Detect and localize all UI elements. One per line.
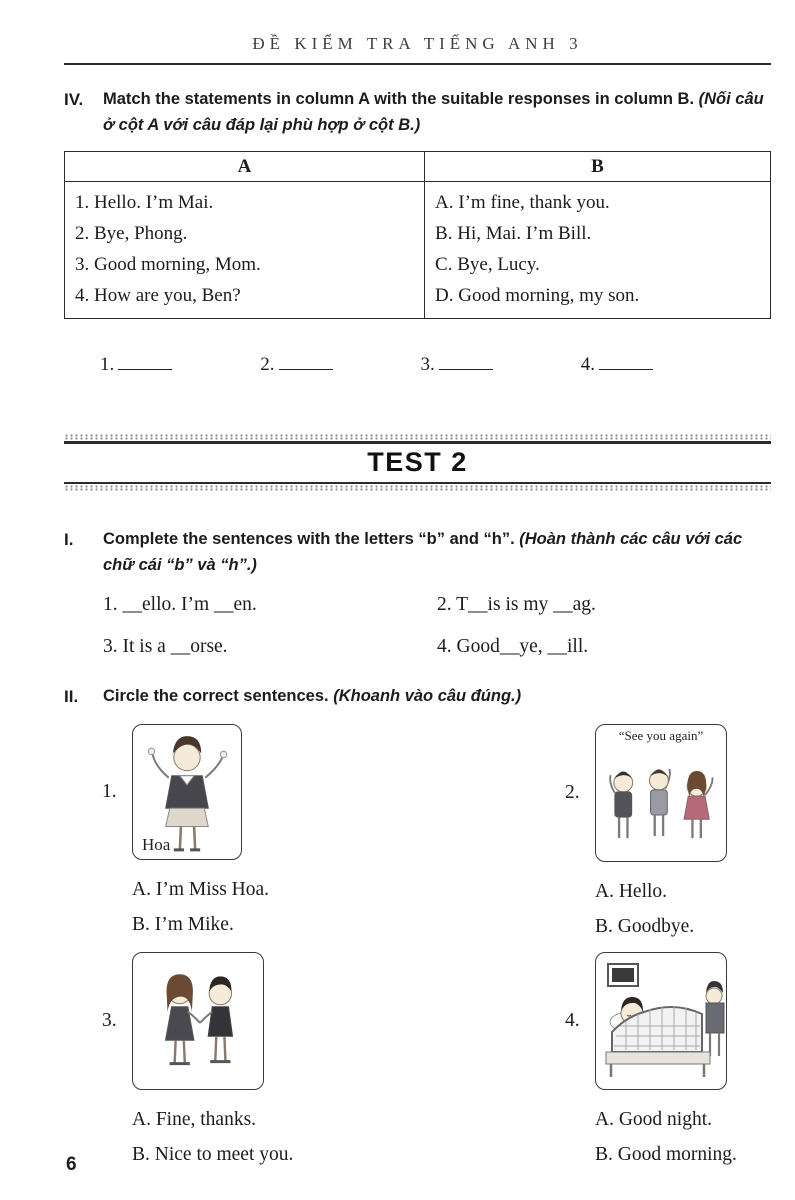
option-b: B. Nice to meet you. bbox=[132, 1143, 294, 1165]
statement-4: 4. How are you, Ben? bbox=[75, 285, 241, 307]
blank-line-3 bbox=[439, 351, 493, 370]
test2-divider bbox=[64, 434, 771, 491]
statement-2: 2. Bye, Phong. bbox=[75, 223, 188, 245]
picture-3-options bbox=[132, 1102, 417, 1172]
section-i-title-en: Complete the sentences with the letters “b” and “h”. bbox=[103, 530, 515, 549]
option-a: A. Fine, thanks. bbox=[132, 1108, 257, 1130]
picture-item-1 bbox=[64, 724, 417, 944]
response-a: A. I’m fine, thank you. bbox=[435, 192, 610, 214]
picture-item-3-number: 3. bbox=[102, 1009, 117, 1031]
picture-4-options bbox=[595, 1102, 771, 1172]
picture-box-2 bbox=[595, 724, 727, 862]
option-a: A. I’m Miss Hoa. bbox=[132, 878, 270, 900]
picture-item-4-number: 4. bbox=[565, 1009, 580, 1031]
blank-number-3: 3. bbox=[420, 354, 435, 376]
fill-item-2: 2. T__is is my __ag. bbox=[437, 594, 596, 616]
page-header-title: ĐỀ KIỂM TRA TIẾNG ANH 3 bbox=[252, 34, 583, 53]
dotted-rule-bottom bbox=[64, 485, 771, 491]
picture-1-caption: Hoa bbox=[142, 834, 171, 854]
picture-item-2-number: 2. bbox=[565, 781, 580, 803]
picture-box-1 bbox=[132, 724, 242, 860]
solid-rule-bottom bbox=[64, 482, 771, 485]
boy-sleeping-in-bed-illustration bbox=[596, 953, 726, 1089]
fill-in-items bbox=[64, 592, 771, 660]
section-ii-title-vi: (Khoanh vào câu đúng.) bbox=[333, 687, 522, 706]
statement-3: 3. Good morning, Mom. bbox=[75, 254, 261, 276]
blank-line-2 bbox=[279, 351, 333, 370]
blank-number-4: 4. bbox=[580, 354, 595, 376]
option-b: B. Goodbye. bbox=[595, 915, 695, 937]
match-table-column-b bbox=[425, 182, 771, 319]
test2-title: TEST 2 bbox=[367, 446, 468, 477]
section-ii-heading bbox=[64, 684, 771, 710]
match-table bbox=[64, 151, 771, 319]
fill-item-3: 3. It is a __orse. bbox=[103, 636, 228, 658]
statement-1: 1. Hello. I’m Mai. bbox=[75, 192, 214, 214]
picture-item-2 bbox=[417, 724, 771, 944]
picture-item-3 bbox=[64, 952, 417, 1172]
answer-blank-4 bbox=[581, 351, 653, 376]
fill-item-4: 4. Good__ye, __ill. bbox=[437, 636, 589, 658]
children-waving-goodbye-illustration bbox=[596, 725, 726, 861]
section-ii-number: II. bbox=[64, 687, 79, 707]
girl-and-boy-talking-illustration bbox=[133, 953, 263, 1089]
option-a: A. Hello. bbox=[595, 880, 668, 902]
answer-blank-2 bbox=[260, 351, 332, 376]
response-d: D. Good morning, my son. bbox=[435, 285, 640, 307]
answer-blank-1 bbox=[100, 351, 172, 376]
section-iv-heading bbox=[64, 87, 771, 138]
picture-item-1-number: 1. bbox=[102, 780, 117, 802]
picture-items-row-1 bbox=[64, 724, 771, 944]
picture-2-caption: “See you again” bbox=[618, 727, 704, 743]
header-rule bbox=[64, 63, 771, 65]
blank-line-4 bbox=[599, 351, 653, 370]
solid-rule-top bbox=[64, 441, 771, 444]
fill-item-1: 1. __ello. I’m __en. bbox=[103, 594, 257, 616]
section-i-title-vi: (Hoàn thành các câu với các chữ cái “b” và “h”.) bbox=[103, 530, 743, 574]
match-table-header-a: A bbox=[65, 152, 425, 182]
picture-box-3 bbox=[132, 952, 264, 1090]
response-b: B. Hi, Mai. I’m Bill. bbox=[435, 223, 592, 245]
answer-blank-3 bbox=[421, 351, 493, 376]
section-ii-title bbox=[103, 684, 521, 710]
option-b: B. I’m Mike. bbox=[132, 913, 234, 935]
blank-number-1: 1. bbox=[100, 354, 115, 376]
blank-number-2: 2. bbox=[260, 354, 275, 376]
picture-item-4 bbox=[417, 952, 771, 1172]
picture-box-4 bbox=[595, 952, 727, 1090]
response-c: C. Bye, Lucy. bbox=[435, 254, 540, 276]
dotted-rule-top bbox=[64, 434, 771, 440]
picture-2-options bbox=[595, 874, 771, 944]
section-iv-title bbox=[103, 87, 771, 138]
section-i-heading bbox=[64, 527, 771, 578]
blank-line-1 bbox=[118, 351, 172, 370]
section-ii-title-en: Circle the correct sentences. bbox=[103, 687, 329, 706]
picture-1-options bbox=[132, 872, 417, 942]
section-i-number: I. bbox=[64, 530, 74, 550]
section-iv-title-vi: (Nối câu ở cột A với câu đáp lại phù hợp ở cột B.) bbox=[103, 90, 764, 134]
match-table-header-b: B bbox=[425, 152, 771, 182]
section-iv-number: IV. bbox=[64, 90, 84, 109]
picture-items-row-2 bbox=[64, 952, 771, 1172]
option-a: A. Good night. bbox=[595, 1108, 712, 1130]
option-b: B. Good morning. bbox=[595, 1143, 737, 1165]
page-number: 6 bbox=[66, 1154, 77, 1175]
section-iv-title-en: Match the statements in column A with the suitable responses in column B. bbox=[103, 90, 695, 108]
answer-blanks-row bbox=[64, 351, 771, 376]
section-i-title bbox=[103, 527, 771, 578]
match-table-column-a bbox=[65, 182, 425, 319]
